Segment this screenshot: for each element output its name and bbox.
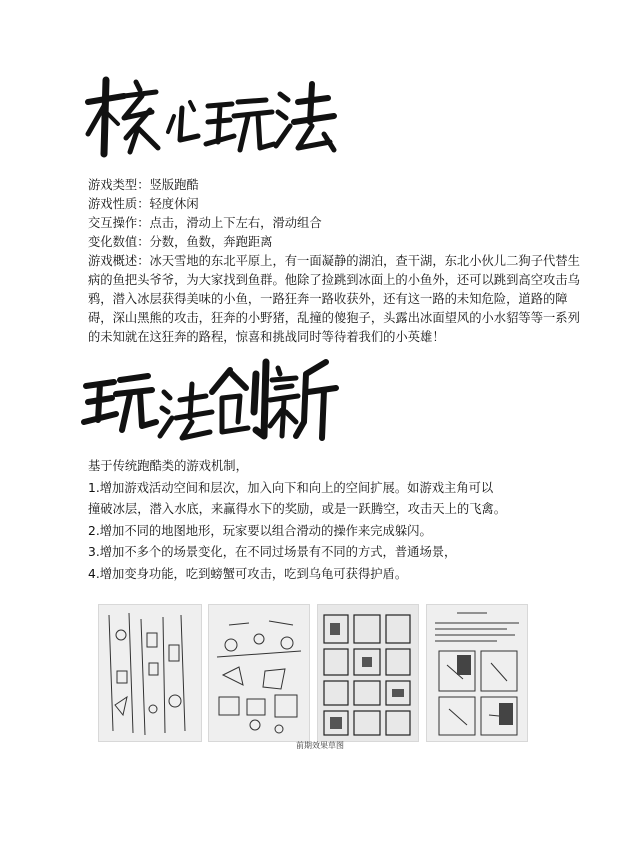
innovation-item-1: 1.增加游戏活动空间和层次，加入向下和向上的空间扩展。如游戏主角可以 bbox=[88, 480, 494, 495]
innovation-intro: 基于传统跑酷类的游戏机制， bbox=[88, 459, 248, 473]
sketch-image-4 bbox=[426, 604, 528, 742]
game-type: 游戏类型：竖版跑酷 bbox=[88, 178, 199, 192]
innovation-item-2: 2.增加不同的地图地形，玩家要以组合滑动的操作来完成躲闪。 bbox=[88, 523, 432, 538]
innovation-text bbox=[88, 456, 588, 586]
innovation-item-4: 4.增加变身功能，吃到螃蟹可攻击，吃到乌龟可获得护盾。 bbox=[88, 566, 408, 581]
sketch-image-3 bbox=[317, 604, 419, 742]
innovation-item-3: 3.增加不多个的场景变化，在不同过场景有不同的方式，普通场景， bbox=[88, 545, 457, 560]
game-overview: 游戏概述：冰天雪地的东北平原上，有一面凝静的湖泊，查干湖，东北小伙儿二狗子代替生病的鱼把头爷爷，为大家找到鱼群。他除了捡跳到冰面上的小鱼外，还可以跳到高空攻击乌鸦，潜入冰层获得美味的小鱼，一路狂奔一路收获外，还有这一路的未知危险，道路的障碍，深山黑熊的攻击，狂奔的小野猪，乱撞的傻狍子，头露出冰面望风的小水貂等等一系列的未知就在这狂奔的路程，惊喜和挑战同时等待着我们的小英雄！ bbox=[88, 254, 580, 344]
sketch-image-1 bbox=[98, 604, 202, 742]
variables: 变化数值：分数，鱼数，奔跑距离 bbox=[88, 235, 273, 249]
core-gameplay-text bbox=[88, 176, 588, 347]
game-nature: 游戏性质：轻度休闲 bbox=[88, 197, 199, 211]
innovation-title bbox=[80, 352, 340, 444]
sketch-caption: 前期效果草图 bbox=[296, 741, 344, 750]
core-gameplay-title bbox=[80, 72, 340, 162]
sketch-image-2 bbox=[208, 604, 310, 742]
interaction: 交互操作：点击，滑动上下左右，滑动组合 bbox=[88, 216, 322, 230]
innovation-item-1-cont: 撞破冰层，潜入水底，来赢得水下的奖励，或是一跃腾空，攻击天上的飞禽。 bbox=[88, 502, 507, 517]
svg-text:核心玩法: 核心玩法 bbox=[80, 72, 84, 73]
svg-text:玩法创新: 玩法创新 bbox=[80, 352, 84, 353]
